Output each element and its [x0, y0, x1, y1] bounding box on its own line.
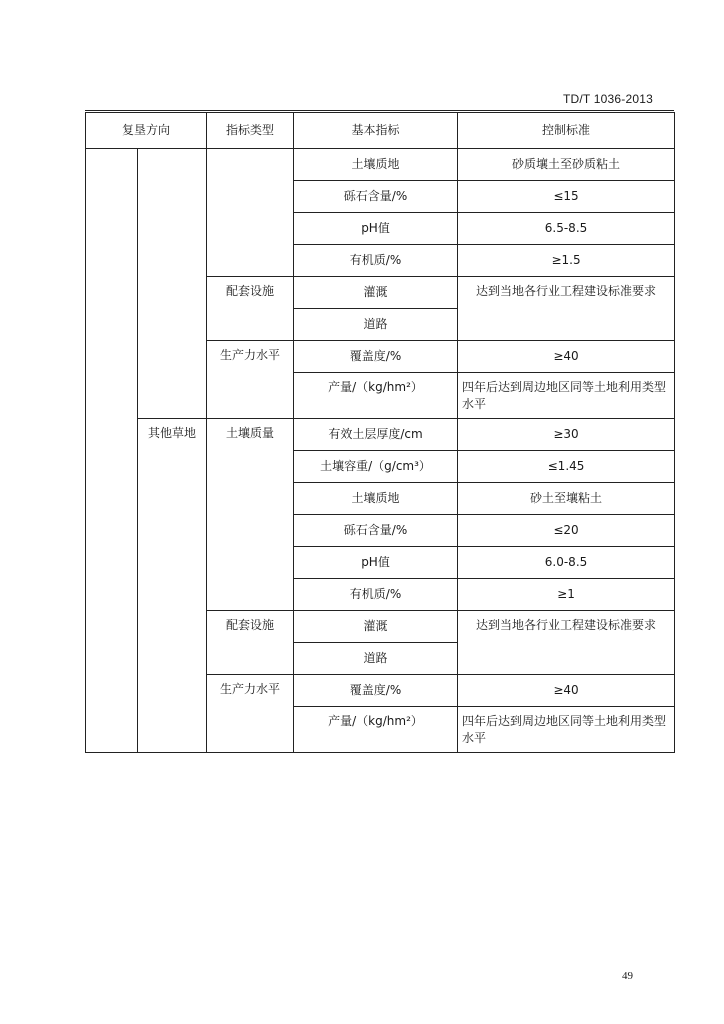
indicator-type-cell	[207, 149, 294, 277]
standard-cell: ≥1.5	[458, 245, 675, 277]
indicator-type-cell: 配套设施	[207, 611, 294, 675]
indicator-cell: 砾石含量/%	[294, 181, 458, 213]
header-reclamation-direction: 复垦方向	[86, 113, 207, 149]
indicator-cell: 有效土层厚度/cm	[294, 419, 458, 451]
indicator-cell: 有机质/%	[294, 579, 458, 611]
indicator-cell: 产量/（kg/hm²）	[294, 373, 458, 419]
standard-cell: ≥1	[458, 579, 675, 611]
indicator-cell: 土壤质地	[294, 149, 458, 181]
standard-cell: 6.0-8.5	[458, 547, 675, 579]
standard-cell: ≥40	[458, 341, 675, 373]
indicator-cell: pH值	[294, 213, 458, 245]
indicator-type-cell: 生产力水平	[207, 675, 294, 753]
indicator-type-cell: 配套设施	[207, 277, 294, 341]
standard-cell: ≤20	[458, 515, 675, 547]
indicator-cell: 灌溉	[294, 611, 458, 643]
indicator-cell: 道路	[294, 309, 458, 341]
standard-cell: ≤15	[458, 181, 675, 213]
standard-cell: 四年后达到周边地区同等土地利用类型水平	[458, 707, 675, 753]
indicator-cell: pH值	[294, 547, 458, 579]
indicator-type-cell: 生产力水平	[207, 341, 294, 419]
standard-cell: ≥40	[458, 675, 675, 707]
sub-direction-cell: 其他草地	[138, 419, 207, 753]
indicator-type-cell: 土壤质量	[207, 419, 294, 611]
header-basic-indicator: 基本指标	[294, 113, 458, 149]
standard-cell: 达到当地各行业工程建设标准要求	[458, 277, 675, 341]
standard-cell: ≤1.45	[458, 451, 675, 483]
standard-cell: 四年后达到周边地区同等土地利用类型水平	[458, 373, 675, 419]
indicator-cell: 道路	[294, 643, 458, 675]
table-row	[86, 419, 675, 451]
reclamation-standards-table	[85, 112, 675, 753]
indicator-cell: 土壤质地	[294, 483, 458, 515]
header-control-standard: 控制标准	[458, 113, 675, 149]
direction-cell	[86, 149, 138, 753]
indicator-cell: 灌溉	[294, 277, 458, 309]
document-code: TD/T 1036-2013	[563, 92, 653, 106]
indicator-cell: 土壤容重/（g/cm³）	[294, 451, 458, 483]
indicator-cell: 产量/（kg/hm²）	[294, 707, 458, 753]
indicator-cell: 有机质/%	[294, 245, 458, 277]
standard-cell: 砂质壤土至砂质粘土	[458, 149, 675, 181]
table-row	[86, 149, 675, 181]
header-indicator-type: 指标类型	[207, 113, 294, 149]
standard-cell: 6.5-8.5	[458, 213, 675, 245]
page-number: 49	[622, 970, 633, 982]
standard-cell: ≥30	[458, 419, 675, 451]
indicator-cell: 砾石含量/%	[294, 515, 458, 547]
header-rule	[85, 110, 674, 111]
sub-direction-cell	[138, 149, 207, 419]
standard-cell: 砂土至壤粘土	[458, 483, 675, 515]
indicator-cell: 覆盖度/%	[294, 675, 458, 707]
indicator-cell: 覆盖度/%	[294, 341, 458, 373]
table-header-row	[86, 113, 675, 149]
standard-cell: 达到当地各行业工程建设标准要求	[458, 611, 675, 675]
